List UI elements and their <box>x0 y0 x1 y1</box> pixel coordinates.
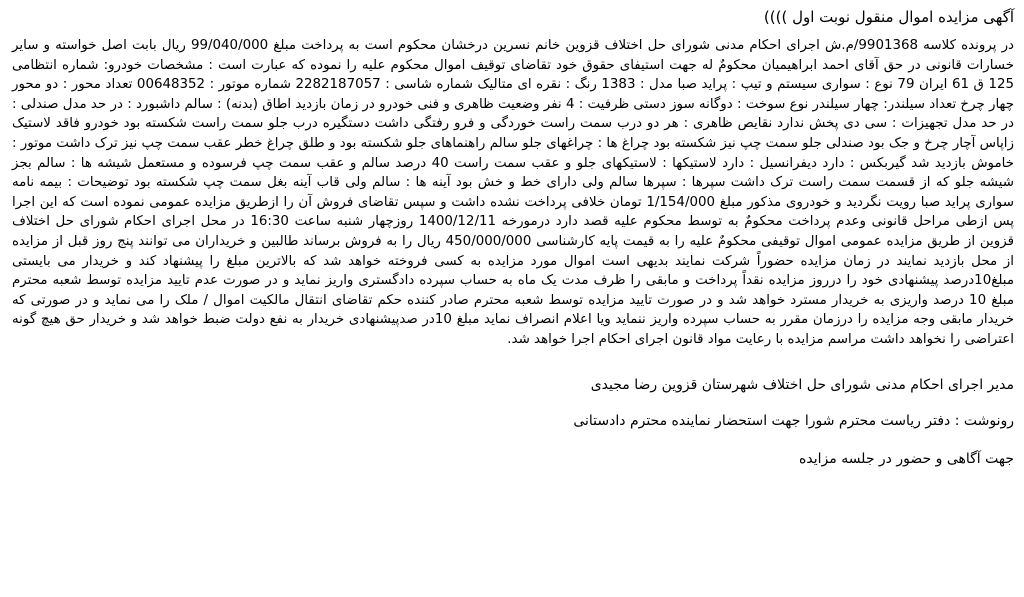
notice-footnote: جهت آگاهی و حضور در جلسه مزایده <box>799 450 1014 467</box>
notice-title: آگهی مزایده اموال منقول نوبت اول )))) <box>763 8 1014 26</box>
signature-line: مدیر اجرای احکام مدنی شورای حل اختلاف شهرستان قزوین رضا مجیدی <box>590 376 1014 393</box>
notice-paragraph: در پرونده کلاسه 9901368/م.ش اجرای احکام مدنی شورای حل اختلاف قزوین خانم نسرین درخشان محکوم است به پرداخت مبلغ 99/040/000 ریال بابت اصل خواسته و سایر خسارات قانونی در حق آقای احمد ابراهیمیان محکومٌ له جهت استیفای حقوق خود تقاضای توقیف اموال محکوم علیه را نموده که عبارت است : مشخصات خودرو: شماره انتظامی 125 ق 61 ایران 79 نوع : سواری سیستم و تیپ : پراید صبا مدل : 1383 رنگ : نقره ای متالیک شماره شاسی : 2282187057 شماره موتور : 00648352 تعداد محور : دو محور چهار چرخ تعداد سیلندر: چهار سیلندر نوع سوخت : دوگانه سوز دستی ظرفیت : 4 نفر وضعیت ظاهری و فنی خودرو در زمان بازدید اطاق (بدنه) : سالم داشبورد : در حد مدل صندلی : در حد مدل تجهیزات : سی دی پخش ندارد نقایص ظاهری : هر دو درب سمت راست خوردگی و فرو رفتگی داشت دستگیره درب جلو سمت راست شکسته بود خودرو فاقد لاستیک زاپاس آچار چرخ و جک بود صندلی جلو سمت چپ نیز شکسته بود چراغ ها : چراغهای جلو سالم راهنماهای جلو شکسته بود و طلق چراغ خطر عقب سمت چپ نیز ترک داشت موتور : خاموش بازدید شد گیربکس : دارد دیفرانسیل : دارد لاستیکها : لاستیکهای جلو و عقب سمت راست 40 درصد سالم و عقب سمت چپ فرسوده و مستعمل شیشه ها : سالم بجز شیشه جلو که از قسمت سمت راست ترک داشت سپرها : سپرها سالم ولی دارای خط و خش بود آینه ها : سالم ولی قاب آینه بغل سمت چپ شکسته بود توضیحات : بیمه نامه سواری پراید صبا رویت نگردید و خودروی مذکور مبلغ 1/154/000 تومان خلافی پرداخت نشده داشت و سپس تقاضای فروش آن را ازطریق مزایده عمومی نموده است که این اجرا پس ازطی مراحل قانونی وعدم پرداخت محکومٌ به توسط محکوم علیه قصد دارد درمورخه 1400/12/11 روزچهار شنبه ساعت 16:30 در محل اجرای احکام شورای حل اختلاف قزوین از طریق مزایده عمومی اموال توقیفی محکومٌ علیه را به قیمت پایه کارشناسی 450/000/000 ریال را به فروش برساند طالبین و خریداران می توانند پنج روز قبل از مزایده از محل بازدید نمایند در زمان مزایده حضوراً شرکت نمایند بدیهی است اموال مورد مزایده به کسی فروخته خواهد شد که بالاترین مبلغ را پیشنهاد کند و خریدار می بایستی مبلغ10درصد پیشنهادی خود را درروز مزایده نقداً پرداخت و مابقی را ظرف مدت یک ماه به حساب سپرده دادگستری واریز نماید و در صورت عدم تایید مزایده توسط شعبه محترم مبلغ 10 درصد واریزی به خریدار مسترد خواهد شد و در صورت تایید مزایده توسط شعبه محترم صادر کننده حکم تقاضای انتقال مالکیت اموال / ملک را می نماید و در صورتی که خریدار مابقی وجه مزایده را درزمان مقرر به حساب سپرده واریز ننماید ویا اعلام انصراف نماید مبلغ 10در صدپیشنهادی خریدار به نفع دولت ضبط خواهد شد و خریدار حق هیچ گونه اعتراضی را نخواهد داشت مراسم مزایده با رعایت مواد قانون اجرای احکام اجرا خواهد شد. <box>12 38 1015 347</box>
notice-body <box>12 36 1014 350</box>
copy-recipients: رونوشت : دفتر ریاست محترم شورا جهت استحضار نماینده محترم دادستانی <box>573 412 1014 429</box>
